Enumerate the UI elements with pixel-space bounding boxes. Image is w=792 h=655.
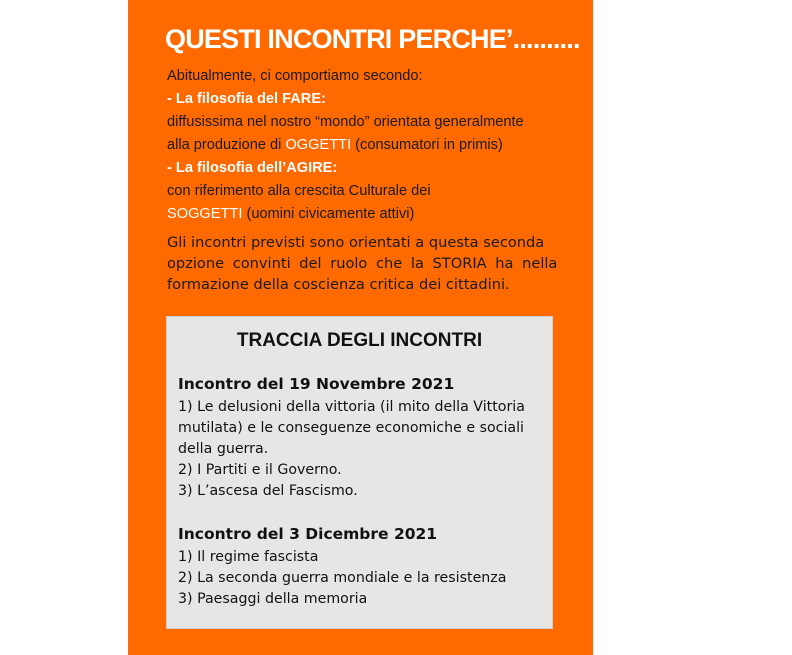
agire-description: con riferimento alla crescita Culturale dei xyxy=(167,183,431,199)
fare-description: diffusissima nel nostro “mondo” orientata generalmente xyxy=(167,114,524,130)
conclusion-line: formazione della coscienza critica dei cittadini. xyxy=(167,276,510,293)
topic-item: 1) Le delusioni della vittoria (il mito della Vittoria xyxy=(178,399,525,415)
oggetti-highlight: OGGETTI xyxy=(285,137,352,153)
soggetti-highlight: SOGGETTI xyxy=(167,206,243,222)
topic-item: 3) L’ascesa del Fascismo. xyxy=(178,483,358,499)
agire-text-post: (uomini civicamente attivi) xyxy=(242,206,415,222)
meeting-2 xyxy=(178,521,548,610)
conclusion-paragraph xyxy=(167,232,577,295)
intro-line: Abitualmente, ci comportiamo secondo: xyxy=(167,68,423,84)
conclusion-line: Gli incontri previsti sono orientati a questa seconda xyxy=(167,234,545,251)
fare-text-post: (consumatori in primis) xyxy=(351,137,503,153)
fare-text: alla produzione di xyxy=(167,137,286,153)
meeting-1 xyxy=(178,371,548,502)
agire-heading: - La filosofia dell’AGIRE: xyxy=(167,160,338,176)
conclusion-line: opzione convinti del ruolo che la STORIA ha nella xyxy=(167,255,558,272)
fare-heading: - La filosofia del FARE: xyxy=(167,91,326,107)
agire-description-2 xyxy=(167,203,577,226)
topic-item: 2) I Partiti e il Governo. xyxy=(178,462,342,478)
topic-item: 2) La seconda guerra mondiale e la resistenza xyxy=(178,570,507,586)
fare-description-2 xyxy=(167,134,577,157)
topic-item: della guerra. xyxy=(178,441,269,457)
poster-title: QUESTI INCONTRI PERCHE’.......... xyxy=(165,24,580,54)
meeting-topics xyxy=(178,397,548,502)
schedule-box xyxy=(166,316,553,629)
intro-section xyxy=(167,65,577,226)
meeting-date: Incontro del 19 Novembre 2021 xyxy=(178,375,455,393)
meeting-topics xyxy=(178,547,548,610)
topic-item: 3) Paesaggi della memoria xyxy=(178,591,368,607)
meeting-date: Incontro del 3 Dicembre 2021 xyxy=(178,525,438,543)
topic-item: mutilata) e le conseguenze economiche e sociali xyxy=(178,420,524,436)
schedule-title: TRACCIA DEGLI INCONTRI xyxy=(236,330,483,351)
topic-item: 1) Il regime fascista xyxy=(178,549,319,565)
